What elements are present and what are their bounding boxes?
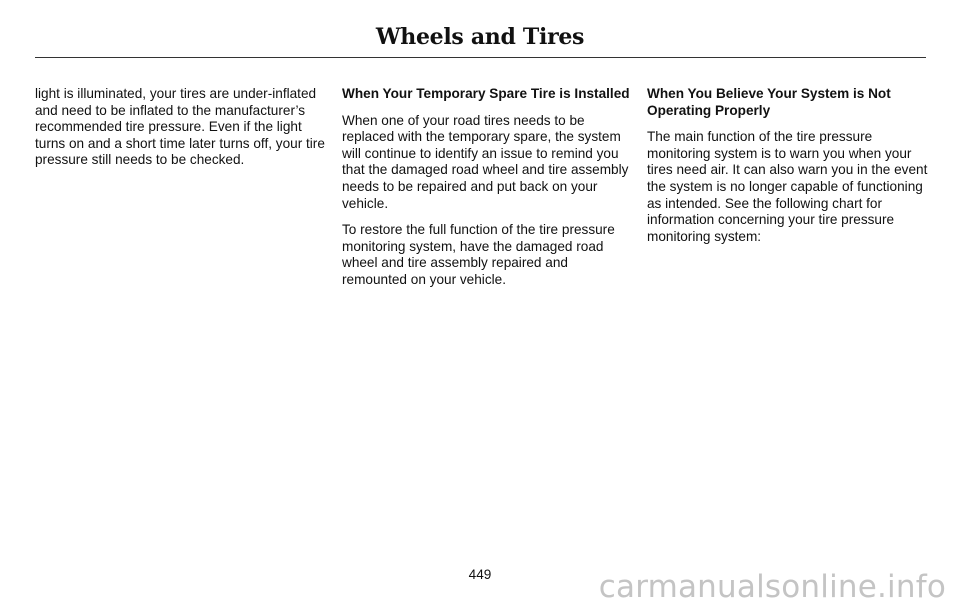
body-paragraph: light is illuminated, your tires are under-inflated and need to be inflated to the manufacturer’s recommended tire pressure. Even if the light turns on and a short time later turns off, your tire pressure still needs to be checked. — [35, 86, 325, 168]
text-column-middle — [342, 86, 634, 299]
body-paragraph: The main function of the tire pressure monitoring system is to warn you when your tires need air. It can also warn you in the event the system is no longer capable of functioning as intended. See the following chart for information concerning your tire pressure monitoring system: — [647, 129, 928, 244]
page-number: 449 — [468, 567, 492, 582]
watermark: carmanualsonline.info — [598, 569, 946, 605]
text-column-left — [35, 86, 327, 179]
section-heading-temporary-spare: When Your Temporary Spare Tire is Installed — [342, 86, 630, 101]
body-paragraph: When one of your road tires needs to be replaced with the temporary spare, the system will continue to identify an issue to remind you that the damaged road wheel and tire assembly needs to be repaired and put back on your vehicle. — [342, 112, 629, 211]
body-paragraph: To restore the full function of the tire pressure monitoring system, have the damaged road wheel and tire assembly repaired and remounted on your vehicle. — [342, 222, 615, 287]
text-column-right — [647, 86, 939, 255]
section-heading-system-not-operating: When You Believe Your System is Not Operating Properly — [647, 86, 891, 118]
header-divider — [35, 57, 926, 58]
page-title: Wheels and Tires — [375, 24, 585, 50]
